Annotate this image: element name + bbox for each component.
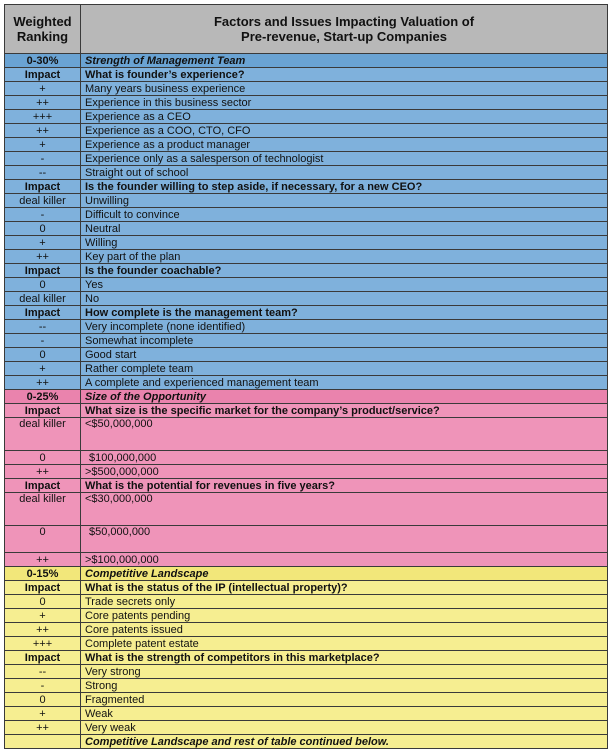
question-row xyxy=(5,581,608,595)
table-row xyxy=(5,320,608,334)
impact-value: ++ xyxy=(5,250,81,264)
table-row xyxy=(5,451,608,465)
table-row xyxy=(5,493,608,526)
factor-text: Very weak xyxy=(81,721,608,735)
rank-competitive: 0-15% xyxy=(5,567,81,581)
table-row xyxy=(5,595,608,609)
question-text: Is the founder coachable? xyxy=(81,264,608,278)
factors-header-line1: Factors and Issues Impacting Valuation of xyxy=(213,14,475,29)
question-text: What size is the specific market for the company’s product/service? xyxy=(81,404,608,418)
impact-value: + xyxy=(5,82,81,96)
question-text: What is the status of the IP (intellectual property)? xyxy=(81,581,608,595)
factor-text: Very strong xyxy=(81,665,608,679)
factor-text: Core patents pending xyxy=(81,609,608,623)
table-row xyxy=(5,124,608,138)
impact-value: ++ xyxy=(5,376,81,390)
section-row-management xyxy=(5,54,608,68)
factor-text: Fragmented xyxy=(81,693,608,707)
table-row xyxy=(5,334,608,348)
table-row xyxy=(5,166,608,180)
footer-row xyxy=(5,735,608,749)
section-title-competitive: Competitive Landscape xyxy=(81,567,608,581)
impact-value: + xyxy=(5,609,81,623)
table-row xyxy=(5,348,608,362)
table-row xyxy=(5,721,608,735)
section-row-opportunity xyxy=(5,390,608,404)
question-text: What is founder’s experience? xyxy=(81,68,608,82)
factor-text: Experience only as a salesperson of technologist xyxy=(81,152,608,166)
impact-value: - xyxy=(5,208,81,222)
impact-value: 0 xyxy=(5,451,81,465)
factor-text: >$100,000,000 xyxy=(81,553,608,567)
factor-text: Good start xyxy=(81,348,608,362)
table-row xyxy=(5,679,608,693)
factor-text: Unwilling xyxy=(81,194,608,208)
factor-text: Difficult to convince xyxy=(81,208,608,222)
factor-text: Complete patent estate xyxy=(81,637,608,651)
impact-label: Impact xyxy=(5,180,81,194)
factor-text: Straight out of school xyxy=(81,166,608,180)
table-row xyxy=(5,208,608,222)
impact-label: Impact xyxy=(5,479,81,493)
impact-value: - xyxy=(5,679,81,693)
question-text: What is the strength of competitors in this marketplace? xyxy=(81,651,608,665)
question-row xyxy=(5,306,608,320)
table-row xyxy=(5,693,608,707)
factor-text: A complete and experienced management team xyxy=(81,376,608,390)
factor-text: Experience as a product manager xyxy=(81,138,608,152)
factor-text: Many years business experience xyxy=(81,82,608,96)
footer-blank-cell xyxy=(5,735,81,749)
factor-text: $100,000,000 xyxy=(81,451,608,465)
impact-value: 0 xyxy=(5,278,81,292)
factor-text: Trade secrets only xyxy=(81,595,608,609)
weighted-ranking-header: Weighted Ranking xyxy=(5,5,81,54)
valuation-table-container xyxy=(4,4,607,749)
impact-value: 0 xyxy=(5,526,81,553)
impact-label: Impact xyxy=(5,68,81,82)
table-row xyxy=(5,418,608,451)
impact-value: 0 xyxy=(5,222,81,236)
impact-value: + xyxy=(5,236,81,250)
factor-text: Experience as a COO, CTO, CFO xyxy=(81,124,608,138)
table-row xyxy=(5,96,608,110)
impact-value: deal killer xyxy=(5,493,81,526)
question-text: Is the founder willing to step aside, if necessary, for a new CEO? xyxy=(81,180,608,194)
impact-value: deal killer xyxy=(5,418,81,451)
factor-text: Strong xyxy=(81,679,608,693)
table-row xyxy=(5,138,608,152)
impact-value: +++ xyxy=(5,637,81,651)
impact-value: 0 xyxy=(5,693,81,707)
factors-header xyxy=(81,5,608,54)
factor-text: Experience in this business sector xyxy=(81,96,608,110)
impact-value: ++ xyxy=(5,96,81,110)
factor-text: Neutral xyxy=(81,222,608,236)
question-row xyxy=(5,479,608,493)
impact-value: deal killer xyxy=(5,194,81,208)
impact-value: deal killer xyxy=(5,292,81,306)
section-row-competitive xyxy=(5,567,608,581)
question-row xyxy=(5,404,608,418)
impact-value: ++ xyxy=(5,124,81,138)
rank-management: 0-30% xyxy=(5,54,81,68)
impact-value: -- xyxy=(5,665,81,679)
question-row xyxy=(5,180,608,194)
factor-text: <$30,000,000 xyxy=(81,493,608,526)
table-row xyxy=(5,152,608,166)
factor-text: >$500,000,000 xyxy=(81,465,608,479)
table-row xyxy=(5,376,608,390)
table-row xyxy=(5,623,608,637)
question-text: How complete is the management team? xyxy=(81,306,608,320)
table-row xyxy=(5,236,608,250)
impact-value: ++ xyxy=(5,721,81,735)
factors-header-line2: Pre-revenue, Start-up Companies xyxy=(241,29,447,44)
table-row xyxy=(5,250,608,264)
table-row xyxy=(5,194,608,208)
table-row xyxy=(5,278,608,292)
impact-value: -- xyxy=(5,320,81,334)
factor-text: Experience as a CEO xyxy=(81,110,608,124)
table-row xyxy=(5,553,608,567)
factor-text: <$50,000,000 xyxy=(81,418,608,451)
question-text: What is the potential for revenues in five years? xyxy=(81,479,608,493)
table-row xyxy=(5,609,608,623)
impact-value: ++ xyxy=(5,553,81,567)
table-row xyxy=(5,82,608,96)
table-row xyxy=(5,637,608,651)
factor-text: Rather complete team xyxy=(81,362,608,376)
impact-value: - xyxy=(5,152,81,166)
table-row xyxy=(5,465,608,479)
impact-value: 0 xyxy=(5,595,81,609)
table-header-row xyxy=(5,5,608,54)
impact-value: ++ xyxy=(5,465,81,479)
question-row xyxy=(5,264,608,278)
rank-opportunity: 0-25% xyxy=(5,390,81,404)
question-row xyxy=(5,68,608,82)
table-row xyxy=(5,292,608,306)
question-row xyxy=(5,651,608,665)
factor-text: Willing xyxy=(81,236,608,250)
impact-value: + xyxy=(5,707,81,721)
impact-value: +++ xyxy=(5,110,81,124)
table-row xyxy=(5,665,608,679)
factor-text: $50,000,000 xyxy=(81,526,608,553)
impact-value: + xyxy=(5,138,81,152)
table-row xyxy=(5,526,608,553)
section-title-opportunity: Size of the Opportunity xyxy=(81,390,608,404)
factor-text: Yes xyxy=(81,278,608,292)
factor-text: Somewhat incomplete xyxy=(81,334,608,348)
valuation-table xyxy=(4,4,608,749)
factor-text: No xyxy=(81,292,608,306)
continued-note: Competitive Landscape and rest of table continued below. xyxy=(81,735,608,749)
impact-label: Impact xyxy=(5,581,81,595)
factor-text: Core patents issued xyxy=(81,623,608,637)
impact-value: -- xyxy=(5,166,81,180)
impact-label: Impact xyxy=(5,264,81,278)
impact-label: Impact xyxy=(5,404,81,418)
table-row xyxy=(5,110,608,124)
section-title-management: Strength of Management Team xyxy=(81,54,608,68)
factor-text: Weak xyxy=(81,707,608,721)
impact-label: Impact xyxy=(5,306,81,320)
impact-value: + xyxy=(5,362,81,376)
impact-label: Impact xyxy=(5,651,81,665)
impact-value: 0 xyxy=(5,348,81,362)
impact-value: - xyxy=(5,334,81,348)
table-row xyxy=(5,222,608,236)
factor-text: Key part of the plan xyxy=(81,250,608,264)
table-row xyxy=(5,707,608,721)
factor-text: Very incomplete (none identified) xyxy=(81,320,608,334)
table-row xyxy=(5,362,608,376)
impact-value: ++ xyxy=(5,623,81,637)
